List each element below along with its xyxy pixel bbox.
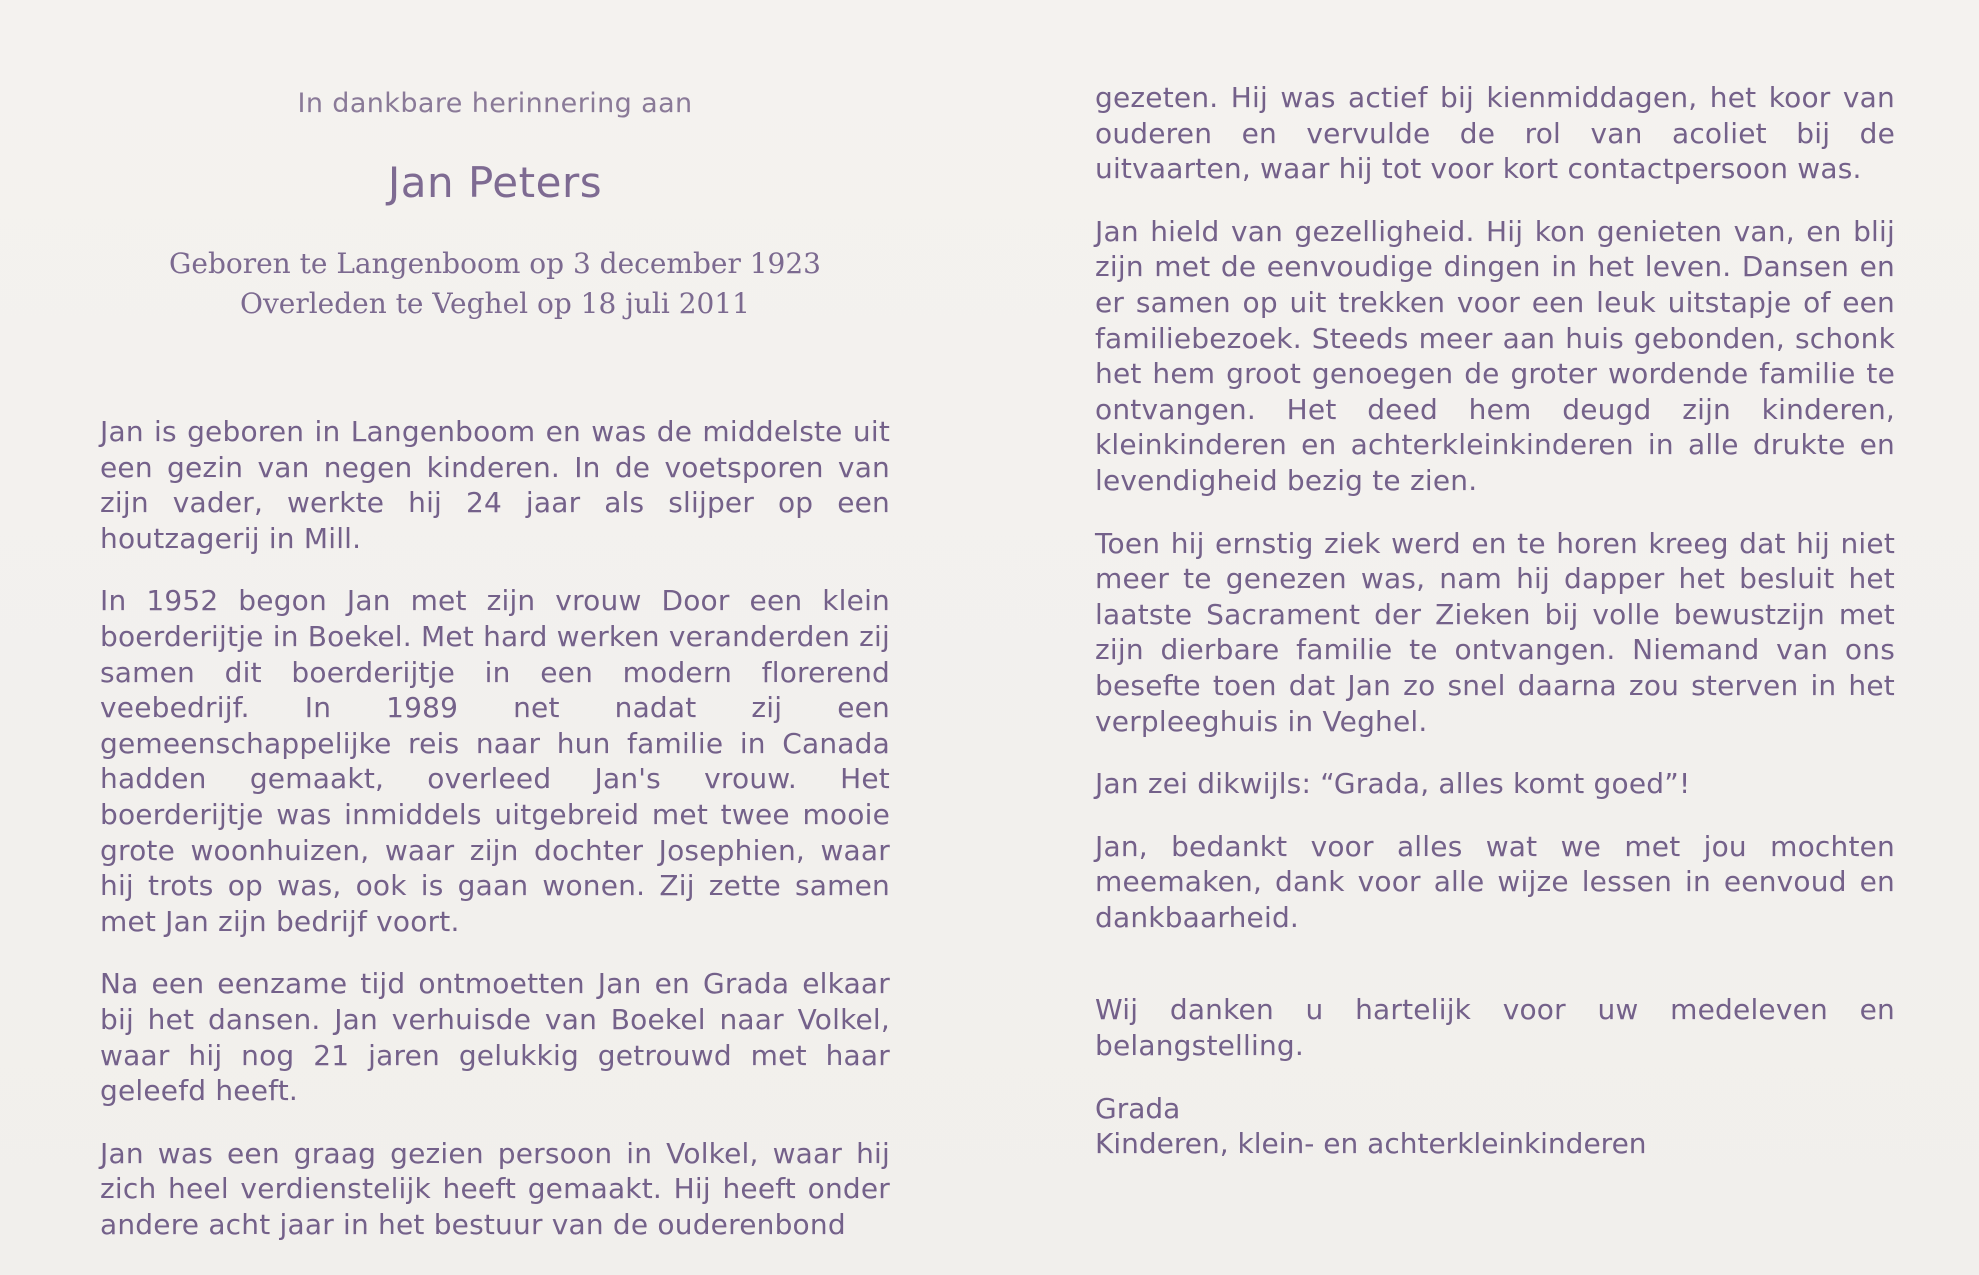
paragraph: Jan was een graag gezien persoon in Volkel, waar hij zich heel verdienstelijk heeft gemaakt. Hij heeft onder andere acht jaar in het bestuur van de ouderenbond (100, 1136, 890, 1241)
paragraph: Jan is geboren in Langenboom en was de middelste uit een gezin van negen kinderen. In de voetsporen van zijn vader, werkte hij 24 jaar als slijper op een houtzagerij in Mill. (100, 415, 890, 555)
quote-paragraph: Jan zei dikwijls: “Grada, alles komt goed”! (1095, 767, 1691, 801)
paragraph: Toen hij ernstig ziek werd en te horen kreeg dat hij niet meer te genezen was, nam hij dapper het besluit het laatste Sacrament der Zieken bij volle bewustzijn met zijn dierbare familie te ontvangen. Niemand van ons besefte toen dat Jan zo snel daarna zou sterven in het verpleeghuis in Veghel. (1095, 526, 1895, 738)
death-line: Overleden te Veghel op 18 juli 2011 (239, 287, 750, 320)
paragraph: gezeten. Hij was actief bij kienmiddagen, het koor van ouderen en vervulde de rol van acoliet bij de uitvaarten, waar hij tot voor kort contactpersoon was. (1095, 81, 1895, 186)
paragraph: Jan, bedankt voor alles wat we met jou mochten meemaken, dank voor alle wijze lessen in eenvoud en dankbaarheid. (1095, 829, 1895, 934)
life-dates (140, 244, 850, 324)
signature-family: Kinderen, klein- en achterkleinkinderen (1095, 1127, 1647, 1161)
intro-text: In dankbare herinnering aan (297, 88, 693, 119)
deceased-name: Jan Peters (387, 158, 603, 207)
right-column-text (1095, 80, 1895, 1162)
paragraph: In 1952 begon Jan met zijn vrouw Door een klein boerderijtje in Boekel. Met hard werken veranderden zij samen dit boerderijtje in een modern florerend veebedrijf. In 1989 net nadat zij een gemeenschappelijke reis naar hun familie in Canada hadden gemaakt, overleed Jan's vrouw. Het boerderijtje was inmiddels uitgebreid met twee mooie grote woonhuizen, waar zijn dochter Josephien, waar hij trots op was, ook is gaan wonen. Zij zette samen met Jan zijn bedrijf voort. (100, 584, 890, 938)
birth-line: Geboren te Langenboom op 3 december 1923 (169, 247, 821, 280)
left-column-text (100, 414, 890, 1269)
signature-grada: Grada (1095, 1091, 1181, 1125)
paragraph: Jan hield van gezelligheid. Hij kon genieten van, en blij zijn met de eenvoudige dingen in het leven. Dansen en er samen op uit trekken voor een leuk uitstapje of een familiebezoek. Steeds meer aan huis gebonden, schonk het hem groot genoegen de groter wordende familie te ontvangen. Het deed hem deugd zijn kinderen, kleinkinderen en achterkleinkinderen in alle drukte en levendigheid bezig te zien. (1095, 214, 1895, 497)
paragraph: Na een eenzame tijd ontmoetten Jan en Grada elkaar bij het dansen. Jan verhuisde van Boekel naar Volkel, waar hij nog 21 jaren gelukkig getrouwd met haar geleefd heeft. (100, 967, 890, 1108)
thanks-paragraph: Wij danken u hartelijk voor uw medeleven en belangstelling. (1095, 993, 1895, 1063)
